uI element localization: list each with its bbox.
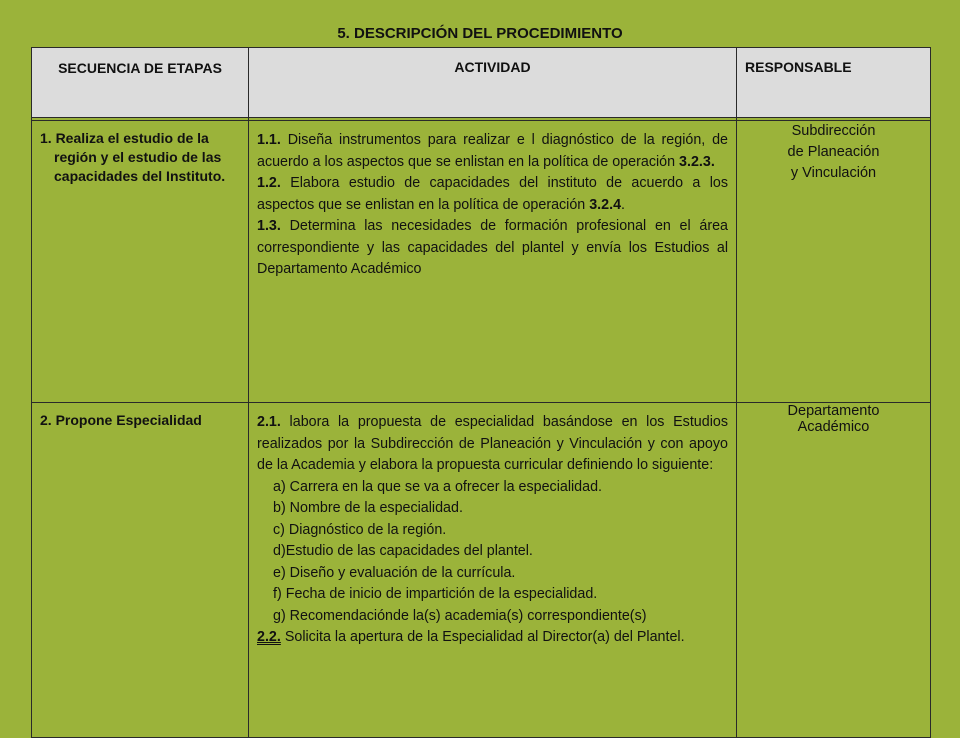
responsible-line: Departamento: [787, 403, 880, 419]
stage-cell: [32, 121, 249, 403]
activity-subitem: a) Carrera en la que se va a ofrecer la especialidad.: [273, 478, 603, 495]
procedure-table: [31, 47, 931, 738]
responsible-line: y Vinculación: [790, 165, 877, 181]
activity-cell: [249, 403, 737, 738]
activity-item: 2.1. labora la propuesta de especialidad basándose en los Estudios realizados por la Subdirección de Planeación y Vinculación y con apoyo de la Academia y elabora la propuesta curricular definiendo lo siguiente:: [257, 414, 728, 473]
header-activity: ACTIVIDAD: [249, 48, 737, 118]
stage-text: 1. Realiza el estudio de la región y el estudio de las capacidades del Instituto.: [40, 130, 226, 184]
activity-subitem: e) Diseño y evaluación de la currícula.: [273, 564, 516, 581]
activity-cell: [249, 121, 737, 403]
activity-subitem: b) Nombre de la especialidad.: [273, 500, 463, 516]
section-title: 5. DESCRIPCIÓN DEL PROCEDIMIENTO: [337, 25, 623, 42]
responsible-cell: [737, 121, 931, 403]
responsible-cell: [737, 403, 931, 738]
stage-cell: [32, 403, 249, 738]
activity-subitem: f) Fecha de inicio de impartición de la especialidad.: [273, 586, 598, 602]
header-stage: SECUENCIA DE ETAPAS: [32, 48, 249, 118]
responsible-line: Académico: [797, 419, 870, 435]
table-row: [32, 121, 931, 403]
activity-subitem: d)Estudio de las capacidades del plantel.: [273, 543, 533, 559]
activity-subitem: c) Diagnóstico de la región.: [273, 521, 447, 538]
table-header-row: [32, 48, 931, 118]
activity-subitem: g) Recomendaciónde la(s) academia(s) correspondiente(s): [273, 607, 647, 624]
activity-item: 1.1. Diseña instrumentos para realizar e l diagnóstico de la región, de acuerdo a los aspectos que se enlistan en la política de operación 3.2.3.: [257, 132, 728, 170]
responsible-line: Subdirección: [791, 123, 876, 139]
activity-item: 1.3. Determina las necesidades de formación profesional en el área correspondiente y las capacidades del plantel y envía los Estudios al Departamento Académico: [257, 218, 728, 277]
stage-text: 2. Propone Especialidad: [40, 412, 202, 428]
header-responsible: RESPONSABLE: [737, 48, 931, 118]
table-row: [32, 403, 931, 738]
activity-item: 2.2. Solicita la apertura de la Especialidad al Director(a) del Plantel.: [257, 629, 685, 645]
responsible-line: de Planeación: [787, 144, 880, 160]
activity-item: 1.2. Elabora estudio de capacidades del instituto de acuerdo a los aspectos que se enlistan en la política de operación 3.2.4.: [257, 175, 728, 213]
